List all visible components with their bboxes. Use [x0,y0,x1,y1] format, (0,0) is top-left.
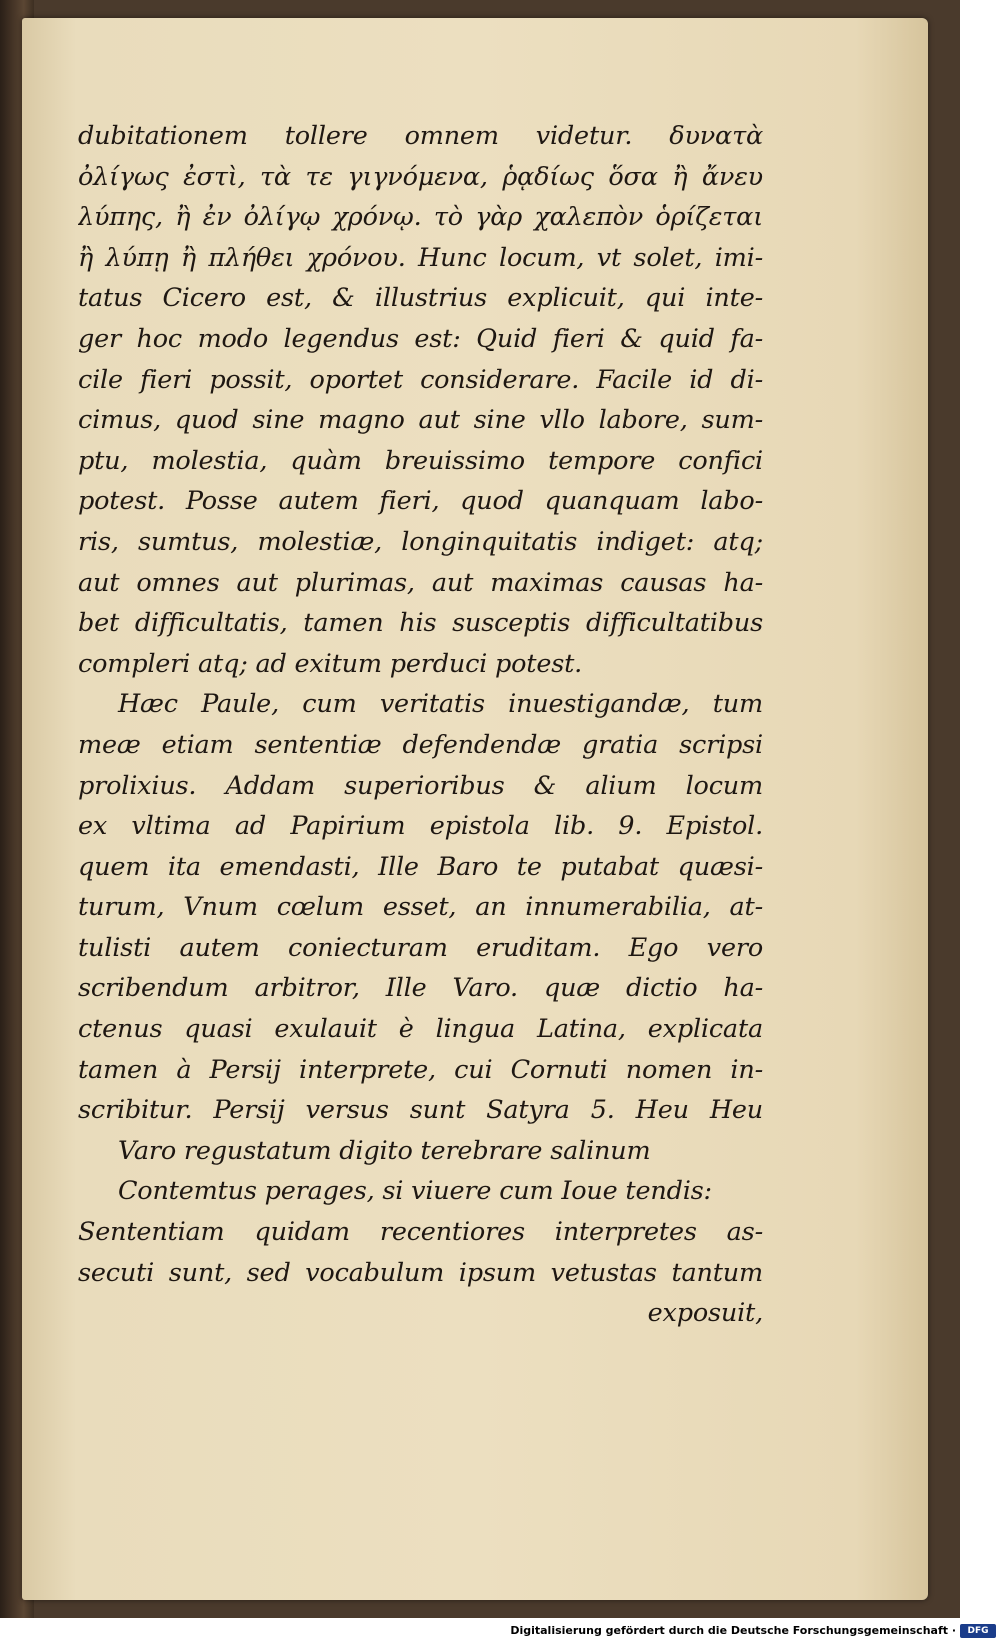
funding-credit: Digitalisierung gefördert durch die Deutsche Forschungsgemeinschaft · [510,1624,956,1637]
text-line: aut omnes aut plurimas, aut maximas causas ha- [78,567,763,598]
verse-line: Varo regustatum digito terebrare salinum [118,1135,651,1166]
text-line: meæ etiam sententiæ defendendæ gratia scripsi [78,729,763,760]
text-line: secuti sunt, sed vocabulum ipsum vetustas tantum [78,1257,763,1288]
text-line: tatus Cicero est, & illustrius explicuit, qui inte- [78,283,763,314]
text-line: ex vltima ad Papirium epistola lib. 9. Epistol. [78,811,763,842]
text-line: cile fieri possit, oportet considerare. Facile id di- [78,364,763,395]
text-line: compleri atq; ad exitum perduci potest. [78,648,583,679]
text-line: tulisti autem coniecturam eruditam. Ego vero [78,932,763,963]
text-line: scribendum arbitror, Ille Varo. quæ dictio ha- [78,973,763,1004]
catchword: exposuit, [647,1298,763,1329]
text-line: dubitationem tollere omnem videtur. δυνατὰ [78,121,763,151]
dfg-logo-icon: DFG [960,1624,996,1638]
text-line: ptu, molestia, quàm breuissimo tempore confici [78,445,763,476]
text-line: Hæc Paule, cum veritatis inuestigandæ, tum [118,689,763,720]
text-line: ὀλίγως ἐστὶ, τὰ τε γιγνόμενα, ῥᾳδίως ὅσα ἢ ἄνευ [78,161,763,192]
text-line: ctenus quasi exulauit è lingua Latina, explicata [78,1014,763,1045]
text-line: quem ita emendasti, Ille Baro te putabat quæsi- [78,851,763,882]
text-line: Sententiam quidam recentiores interpretes as- [78,1217,763,1248]
page-text-block [78,116,763,1334]
text-line: tamen à Persij interprete, cui Cornuti nomen in- [78,1054,763,1085]
text-line: ἢ λύπῃ ἢ πλήθει χρόνου. Hunc locum, vt solet, imi- [78,242,763,273]
verse-line: Contemtus perages, si viuere cum Ioue tendis: [118,1176,712,1207]
text-line: prolixius. Addam superioribus & alium locum [78,770,763,801]
text-line: ris, sumtus, molestiæ, longinquitatis indiget: atq; [78,526,763,557]
book-page [22,18,928,1600]
text-line: cimus, quod sine magno aut sine vllo labore, sum- [78,405,763,436]
text-line: λύπης, ἢ ἐν ὀλίγῳ χρόνῳ. τὸ γὰρ χαλεπὸν ὁρίζεται [78,202,763,233]
text-line: bet difficultatis, tamen his susceptis difficultatibus [78,608,763,639]
text-line: potest. Posse autem fieri, quod quanquam labo- [78,486,763,517]
text-line: scribitur. Persij versus sunt Satyra 5. Heu Heu [78,1095,763,1126]
text-line: ger hoc modo legendus est: Quid fieri & quid fa- [78,323,763,354]
text-line: turum, Vnum cœlum esset, an innumerabilia, at- [78,892,763,923]
